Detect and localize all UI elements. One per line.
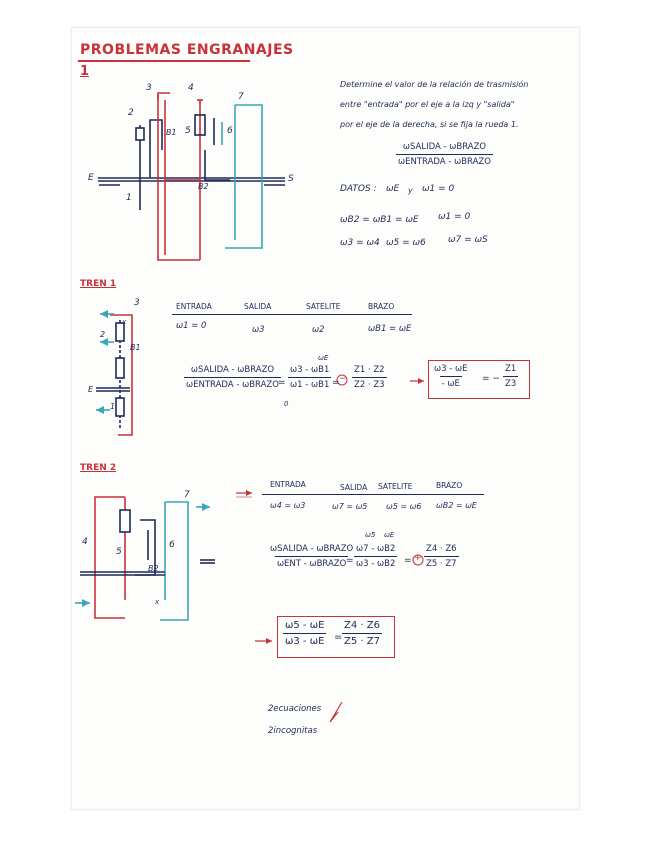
statement-line-3: por el eje de la derecha, si se fija la rueda 1. xyxy=(340,120,519,129)
tren1-teeth-ratio xyxy=(352,365,387,390)
tren2-table-rule xyxy=(262,494,484,495)
tren2-plus-sign: + xyxy=(414,553,422,563)
tren2-result-den: ω3 - ωE xyxy=(283,633,326,647)
tren2-col-brazo: BRAZO xyxy=(436,481,463,490)
tren1-result-z-num: Z1 xyxy=(505,364,517,374)
equals-sign: = xyxy=(278,378,286,388)
equals-sign-2: = xyxy=(332,378,340,388)
eq-w5-w6: ω5 = ω6 xyxy=(386,238,426,248)
statement-line-1: Determine el valor de la relación de trasmisión xyxy=(340,80,529,89)
tren1-minus-sign: − xyxy=(339,374,347,384)
tren1-ratio-num: ωSALIDA - ωBRAZO xyxy=(190,365,275,375)
tren2-speed-ratio xyxy=(354,544,397,569)
tren2-result-rhs xyxy=(342,620,382,647)
tren2-gear6-label: 6 xyxy=(169,540,175,550)
ratio-numerator: ωSALIDA - ωBRAZO xyxy=(402,142,487,152)
tren2-w5-annotation: ω5 xyxy=(365,531,376,539)
datos-label: DATOS : xyxy=(340,184,377,194)
eq-w1: ω1 = 0 xyxy=(438,212,471,222)
note-equations: 2ecuaciones xyxy=(268,704,322,714)
tren1-zero-annotation: 0 xyxy=(284,400,289,408)
tren2-ratio xyxy=(268,544,355,569)
tren2-teeth-num: Z4 · Z6 xyxy=(426,544,457,554)
ratio-denominator: ωENTRADA - ωBRAZO xyxy=(396,154,493,167)
tren1-col-brazo: BRAZO xyxy=(368,302,395,311)
tren1-result-den: - ωE xyxy=(440,376,462,389)
tren1-teeth-den: Z2 · Z3 xyxy=(352,377,387,390)
tren1-speed-den: ω1 - ωB1 xyxy=(288,377,331,390)
tren1-col-salida: SALIDA xyxy=(244,302,272,311)
tren1-gear1-label: 1 xyxy=(110,402,116,411)
gear7-label: 7 xyxy=(238,92,244,102)
tren1-diagram xyxy=(96,310,132,435)
tren1-x-mark: x xyxy=(122,318,127,326)
tren2-gear7-label: 7 xyxy=(184,490,190,500)
tren1-gear2-label: 2 xyxy=(100,330,106,339)
equals-sign-3: = xyxy=(346,556,354,566)
tren2-speed-num: ω7 - ωB2 xyxy=(356,544,396,554)
tren2-ratio-num: ωSALIDA - ωBRAZO xyxy=(270,544,354,554)
tren2-arm-b2-label: B2 xyxy=(148,564,159,573)
tren1-val-satelite: ω2 xyxy=(312,325,325,335)
note-unknowns: 2incognitas xyxy=(268,726,318,736)
tren2-val-brazo: ωB2 = ωE xyxy=(436,501,477,510)
problem-number: 1 xyxy=(80,64,90,79)
equals-sign-5: = xyxy=(334,632,343,643)
page-title: PROBLEMAS ENGRANAJES xyxy=(80,42,294,58)
tren2-val-salida: ω7 = ω5 xyxy=(332,502,368,511)
gear3-label: 3 xyxy=(146,83,152,93)
tren2-col-salida: SALIDA xyxy=(340,483,368,492)
tren1-result-lhs xyxy=(432,364,470,389)
gear6-label: 6 xyxy=(227,126,233,136)
tren2-result-lhs xyxy=(283,620,326,647)
output-s-label: S xyxy=(288,174,294,184)
tren2-result-num: ω5 - ωE xyxy=(285,620,325,631)
transmission-ratio xyxy=(396,142,493,167)
tren1-teeth-num: Z1 · Z2 xyxy=(354,365,385,375)
gear5-label: 5 xyxy=(185,126,191,136)
tren1-ratio-den: ωENTRADA - ωBRAZO xyxy=(184,377,281,390)
tren1-input-e-label: E xyxy=(88,385,94,394)
eq-w3-w4: ω3 = ω4 xyxy=(340,238,380,248)
tren2-val-satelite: ω5 = ω6 xyxy=(386,502,422,511)
tren1-speed-num: ω3 - ωB1 xyxy=(290,365,330,375)
tren1-col-entrada: ENTRADA xyxy=(176,302,212,311)
tren1-val-salida: ω3 xyxy=(252,325,265,335)
tren1-heading: TREN 1 xyxy=(80,279,117,289)
tren2-col-satelite: SATELITE xyxy=(378,482,413,491)
planetary-gear-diagram xyxy=(98,93,285,260)
tren2-heading: TREN 2 xyxy=(80,463,117,473)
datos-and: y xyxy=(408,186,413,195)
tren1-result-eq: = − xyxy=(482,374,500,384)
tren2-x-mark: x xyxy=(155,598,160,606)
datos-w1: ω1 = 0 xyxy=(422,184,455,194)
tren2-diagram xyxy=(75,497,215,620)
tren2-teeth-ratio xyxy=(424,544,459,569)
tren1-arm-b1-label: B1 xyxy=(130,343,141,352)
tren2-result-z-num: Z4 · Z6 xyxy=(344,620,380,631)
tren1-result-z-den: Z3 xyxy=(503,376,518,389)
tren1-result-rhs xyxy=(503,364,518,389)
gear1-label: 1 xyxy=(126,193,132,203)
eq-arms: ωB2 = ωB1 = ωE xyxy=(340,215,419,225)
tren1-val-brazo: ωB1 = ωE xyxy=(368,324,412,334)
tren1-table-rule xyxy=(172,314,412,315)
tren1-result-num: ω3 - ωE xyxy=(434,364,468,374)
tren2-gear5-label: 5 xyxy=(116,547,122,557)
tren2-ratio-den: ωENT - ωBRAZO xyxy=(275,556,348,569)
arm-b2-label: B2 xyxy=(198,182,209,191)
tren1-col-satelite: SATELITE xyxy=(306,302,341,311)
equals-sign-4: = xyxy=(404,556,412,566)
gear4-label: 4 xyxy=(188,83,194,93)
tren2-we-annotation: ωE xyxy=(384,531,395,539)
tren2-col-entrada: ENTRADA xyxy=(270,480,306,489)
eq-w7-ws: ω7 = ωS xyxy=(448,235,488,245)
tren1-gear3-label: 3 xyxy=(134,298,140,308)
tren1-val-entrada: ω1 = 0 xyxy=(176,321,207,331)
tren2-val-entrada: ω4 = ω3 xyxy=(270,501,306,510)
statement-line-2: entre "entrada" por el eje a la izq y "salida" xyxy=(340,100,515,109)
tren2-gear4-label: 4 xyxy=(82,537,88,547)
tren1-speed-ratio xyxy=(288,365,331,390)
tren2-result-z-den: Z5 · Z7 xyxy=(342,633,382,647)
arm-b1-label: B1 xyxy=(166,128,177,137)
tren1-we-annotation: ωE xyxy=(318,354,329,362)
datos-we: ωE xyxy=(386,184,400,194)
tren1-ratio xyxy=(184,365,281,390)
input-e-label: E xyxy=(88,173,94,183)
gear2-label: 2 xyxy=(128,108,134,118)
tren2-speed-den: ω3 - ωB2 xyxy=(354,556,397,569)
tren2-teeth-den: Z5 · Z7 xyxy=(424,556,459,569)
